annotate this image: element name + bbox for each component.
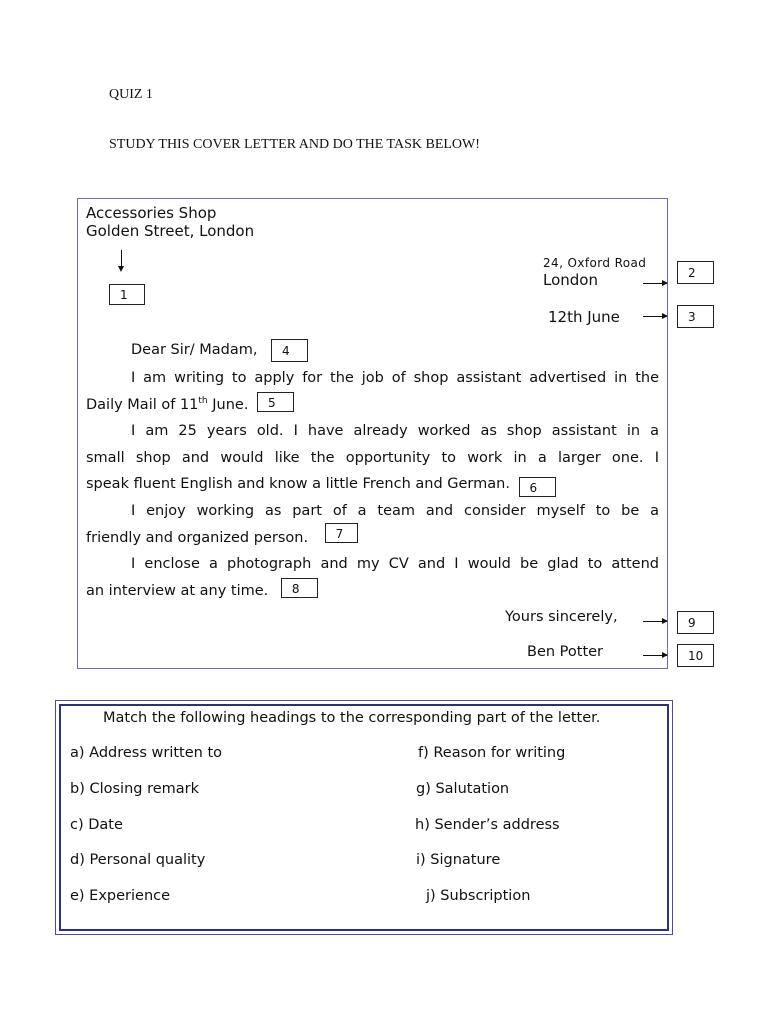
para1-line1: I am writing to apply for the job of shop assistant advertised in the xyxy=(131,370,659,386)
para2-line3: speak fluent English and know a little French and German. xyxy=(86,476,510,493)
right-arrow-icon xyxy=(643,283,667,284)
salutation: Dear Sir/ Madam, xyxy=(131,342,258,358)
quiz-title: QUIZ 1 xyxy=(109,87,153,102)
marker-3: 3 xyxy=(677,305,714,328)
marker-10: 10 xyxy=(677,644,714,667)
right-arrow-icon xyxy=(643,621,667,622)
paragraph-quality xyxy=(86,498,659,551)
down-arrow-head xyxy=(118,266,124,272)
right-arrow-icon xyxy=(643,655,667,656)
signature: Ben Potter xyxy=(527,644,604,660)
paragraph-reason xyxy=(86,365,659,418)
para2-line1: I am 25 years old. I have already worked as shop assistant in a xyxy=(131,423,659,439)
option-g: g) Salutation xyxy=(416,781,510,797)
marker-4: 4 xyxy=(271,339,308,362)
task-heading: Match the following headings to the corresponding part of the letter. xyxy=(103,710,601,726)
marker-6: 6 xyxy=(519,477,556,497)
marker-9: 9 xyxy=(677,611,714,634)
para3-line1: I enjoy working as part of a team and consider myself to be a xyxy=(131,503,659,519)
marker-5: 5 xyxy=(257,392,294,412)
para3-line2: friendly and organized person. xyxy=(86,529,309,546)
para1-line2b: June. xyxy=(207,396,249,413)
para1-line2a: Daily Mail of 11 xyxy=(86,396,199,413)
right-arrow-icon xyxy=(643,316,667,317)
option-f: f) Reason for writing xyxy=(418,745,566,761)
recipient-street: Golden Street, London xyxy=(86,222,255,240)
marker-2: 2 xyxy=(677,261,714,284)
para2-line2: small shop and would like the opportunity to work in a larger one. I xyxy=(86,449,659,466)
para4-line1: I enclose a photograph and my CV and I would be glad to attend xyxy=(131,556,659,572)
letter-date: 12th June xyxy=(548,308,620,326)
sender-street: 24, Oxford Road xyxy=(543,256,647,270)
marker-8: 8 xyxy=(281,578,318,598)
option-j: j) Subscription xyxy=(426,888,531,904)
option-d: d) Personal quality xyxy=(70,852,206,868)
marker-7: 7 xyxy=(325,523,358,543)
paragraph-closing-remark xyxy=(86,551,659,604)
para1-sup: th xyxy=(198,395,208,406)
option-c: c) Date xyxy=(70,817,123,833)
instruction: STUDY THIS COVER LETTER AND DO THE TASK BELOW! xyxy=(109,137,480,152)
option-b: b) Closing remark xyxy=(70,781,200,797)
closing: Yours sincerely, xyxy=(505,609,618,625)
option-a: a) Address written to xyxy=(70,745,223,761)
option-e: e) Experience xyxy=(70,888,171,904)
paragraph-experience xyxy=(86,418,659,498)
para4-line2: an interview at any time. xyxy=(86,582,269,599)
marker-1: 1 xyxy=(109,284,145,305)
option-i: i) Signature xyxy=(416,852,501,868)
recipient-name: Accessories Shop xyxy=(86,204,217,222)
sender-city: London xyxy=(543,271,598,289)
option-h: h) Sender’s address xyxy=(415,817,560,833)
